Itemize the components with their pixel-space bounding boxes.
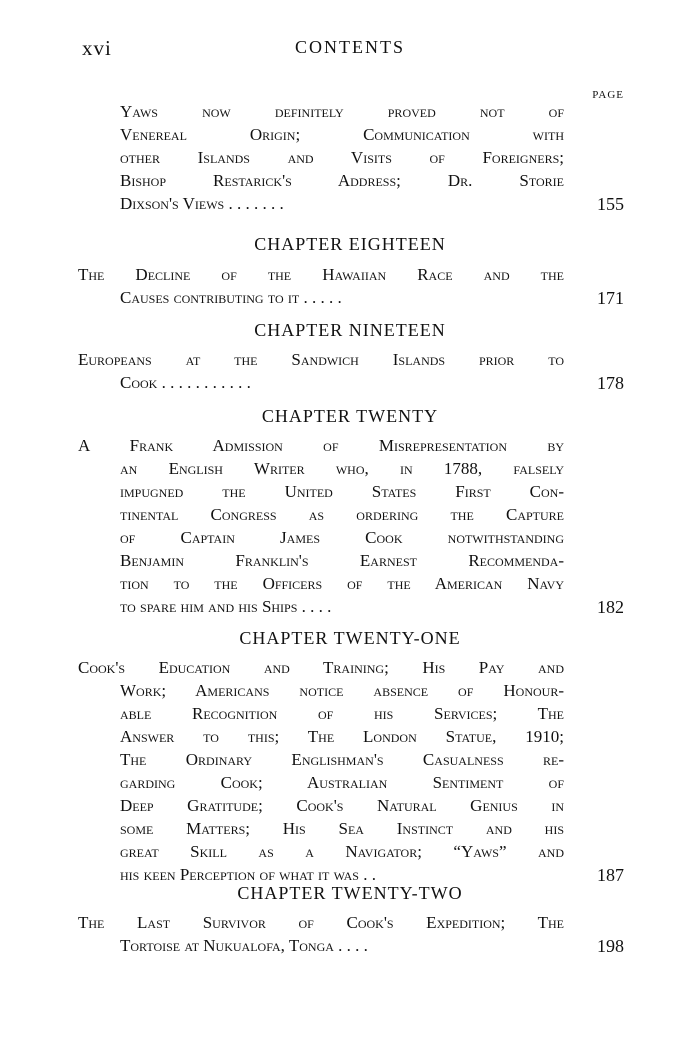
entry-line: A Frank Admission of Misrepresentation by [78,436,564,455]
page-number: 198 [597,936,624,956]
entry-line: Yaws now definitely proved not of [120,102,564,121]
entry-line: Work; Americans notice absence of Honour- [120,681,564,700]
entry-line: Bishop Restarick's Address; Dr. Storie [120,171,564,190]
entry-line: tion to the Officers of the American Navy [120,574,564,593]
entry-line-leaders: to spare him and his Ships . . . . [120,597,332,616]
entry-line: Benjamin Franklin's Earnest Recommenda- [120,551,564,570]
entry-line: The Last Survivor of Cook's Expedition; The [78,913,564,932]
entry-line-leaders: Cook . . . . . . . . . . . [120,373,251,392]
page-number: 178 [597,373,624,393]
entry-line: other Islands and Visits of Foreigners; [120,148,564,167]
entry-line-leaders: Tortoise at Nukualofa, Tonga . . . . [120,936,368,955]
page-folio: xvi [82,36,112,60]
running-title: CONTENTS [295,37,405,57]
chapter-heading: CHAPTER EIGHTEEN [254,234,446,254]
page-number: 187 [597,865,624,885]
entry-line: Venereal Origin; Communication with [120,125,564,144]
entry-line: garding Cook; Australian Sentiment of [120,773,564,792]
entry-line: some Matters; His Sea Instinct and his [120,819,564,838]
page-number: 182 [597,597,624,617]
entry-line: Europeans at the Sandwich Islands prior to [78,350,564,369]
entry-line: Answer to this; The London Statue, 1910; [120,727,564,746]
entry-line: The Decline of the Hawaiian Race and the [78,265,564,284]
chapter-heading: CHAPTER TWENTY [261,406,439,426]
entry-line: The Ordinary Englishman's Casualness re- [120,750,564,769]
page-number: 155 [597,194,624,214]
page-column-label: PAGE [592,89,624,101]
entry-line: tinental Congress as ordering the Capture [120,505,564,524]
entry-line: able Recognition of his Services; The [120,704,564,723]
entry-line: great Skill as a Navigator; “Yaws” and [120,842,564,861]
entry-line: Deep Gratitude; Cook's Natural Genius in [120,796,564,815]
chapter-heading: CHAPTER TWENTY-ONE [239,628,461,648]
chapter-heading: CHAPTER NINETEEN [254,320,446,340]
entry-line-leaders: Dixson's Views . . . . . . . [120,194,284,213]
page-number: 171 [597,288,624,308]
entry-line: an English Writer who, in 1788, falsely [120,459,564,478]
entry-line-leaders: his keen Perception of what it was . . [120,865,376,884]
entry-line: of Captain James Cook notwithstanding [120,528,564,547]
chapter-heading: CHAPTER TWENTY-TWO [237,883,463,903]
entry-line: Cook's Education and Training; His Pay and [78,658,564,677]
entry-line: impugned the United States First Con- [120,482,564,501]
entry-line-leaders: Causes contributing to it . . . . . [120,288,342,307]
